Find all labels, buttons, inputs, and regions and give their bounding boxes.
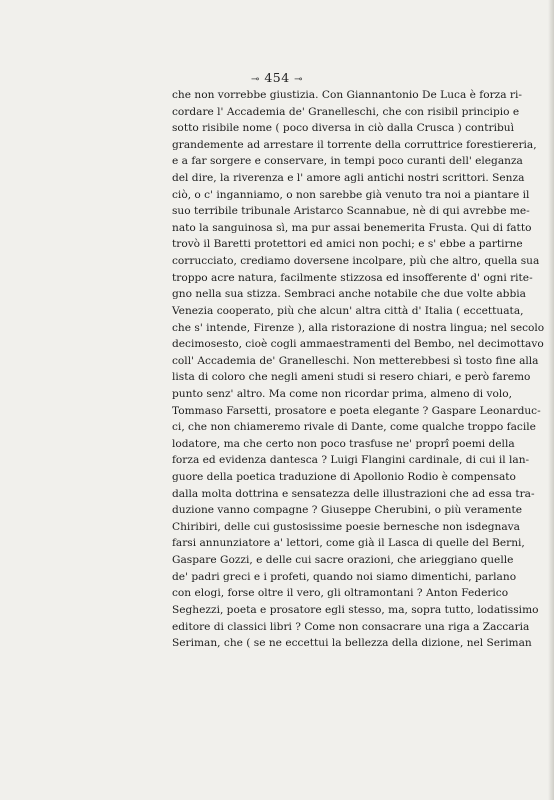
text-line: nato la sanguinosa sì, ma pur assai benemerita Frusta. Qui di fatto — [172, 221, 532, 234]
page-number: 454 — [264, 70, 290, 85]
page-header — [0, 70, 554, 85]
text-line: del dire, la riverenza e l' amore agli antichi nostri scrittori. Senza — [172, 172, 525, 185]
text-line: ci, che non chiameremo rivale di Dante, come qualche troppo facile — [172, 421, 536, 434]
text-line: farsi annunziatore a' lettori, come già il Lasca di quelle del Berni, — [172, 537, 525, 550]
text-line: Seriman, che ( se ne eccettui la bellezza della dizione, nel Seriman — [172, 637, 532, 650]
text-line: e a far sorgere e conservare, in tempi poco curanti dell' eleganza — [172, 155, 523, 168]
text-line: che non vorrebbe giustizia. Con Giannantonio De Luca è forza ri- — [172, 89, 522, 101]
text-line: gno nella sua stizza. Sembraci anche notabile che due volte abbia — [172, 288, 526, 301]
text-line: ciò, o c' inganniamo, o non sarebbe già venuto tra noi a piantare il — [172, 188, 530, 201]
text-line: cordare l' Accademia de' Granelleschi, che con risibil principio e — [172, 105, 520, 118]
ornament-right-icon: ⊸ — [294, 74, 304, 85]
text-line: Venezia cooperato, più che alcun' altra città d' Italia ( eccettuata, — [172, 304, 524, 317]
text-line: lista di coloro che negli ameni studi si resero chiari, e però faremo — [172, 371, 531, 384]
text-line: lodatore, ma che certo non poco trasfuse ne' proprî poemi della — [172, 437, 515, 450]
text-line: Tommaso Farsetti, prosatore e poeta elegante ? Gaspare Leonarduc- — [172, 404, 541, 417]
ornament-left-icon: ⊸ — [250, 74, 260, 85]
text-line: guore della poetica traduzione di Apollonio Rodio è compensato — [172, 471, 516, 484]
text-line: trovò il Baretti protettori ed amici non pochi; e s' ebbe a partirne — [172, 238, 523, 251]
text-line: suo terribile tribunale Aristarco Scannabue, nè di qui avrebbe me- — [172, 205, 530, 218]
page-edge-shadow — [548, 0, 554, 800]
body-text — [172, 87, 545, 652]
text-line: corrucciato, crediamo doversene incolpare, più che altro, quella sua — [172, 255, 540, 268]
text-line: dalla molta dottrina e sensatezza delle illustrazioni che ad essa tra- — [172, 487, 535, 500]
text-line: de' padri greci e i profeti, quando noi siamo dimentichi, parlano — [172, 570, 517, 583]
text-line: Gaspare Gozzi, e delle cui sacre orazioni, che arieggiano quelle — [172, 554, 514, 567]
text-line: decimosesto, cioè cogli ammaestramenti del Bembo, nel decimottavo — [172, 338, 544, 351]
text-line: che s' intende, Firenze ), alla ristorazione di nostra lingua; nel secolo — [172, 321, 545, 334]
text-line: editore di classici libri ? Come non consacrare una riga a Zaccaria — [172, 620, 530, 633]
text-line: troppo acre natura, facilmente stizzosa ed insofferente d' ogni rite- — [172, 271, 533, 284]
text-line: Seghezzi, poeta e prosatore egli stesso, ma, sopra tutto, lodatissimo — [172, 603, 539, 616]
text-line: duzione vanno compagne ? Giuseppe Cherubini, o più veramente — [172, 504, 523, 517]
text-line: punto senz' altro. Ma come non ricordar prima, almeno di volo, — [172, 387, 512, 400]
text-line: sotto risibile nome ( poco diversa in ciò dalla Crusca ) contribuì — [172, 122, 514, 135]
text-line: grandemente ad arrestare il torrente della corruttrice forestiereria, — [172, 138, 537, 151]
text-line: con elogi, forse oltre il vero, gli oltramontani ? Anton Federico — [172, 587, 509, 600]
text-line: Chiribiri, delle cui gustosissime poesie bernesche non isdegnava — [172, 520, 520, 533]
text-line: forza ed evidenza dantesca ? Luigi Flangini cardinale, di cui il lan- — [172, 454, 530, 467]
text-line: coll' Accademia de' Granelleschi. Non metterebbesi sì tosto fine alla — [172, 354, 539, 367]
